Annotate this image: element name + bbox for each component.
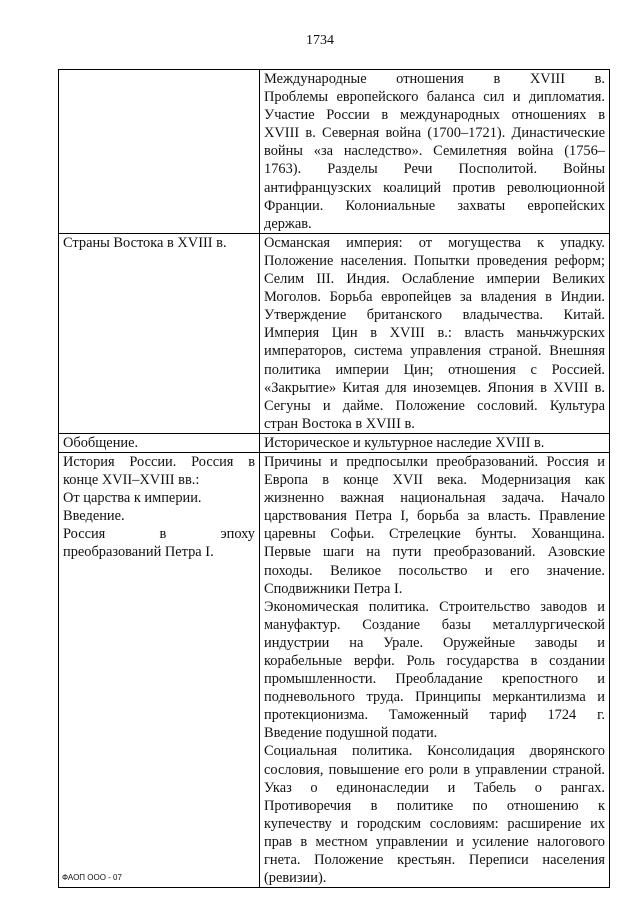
content-line: Указ о единонаследии и Табель о рангах.: [264, 779, 605, 796]
content-line: Причины и предпосылки преобразований. Россия и: [264, 453, 605, 470]
content-line: Международные отношения в XVIII в.: [264, 71, 605, 87]
content-line: Моголов. Борьба европейцев за владения в Индии.: [264, 289, 605, 306]
content-line: 1763). Разделы Речи Посполитой. Войны: [264, 161, 605, 178]
content-line: Историческое и культурное наследие XVIII в.: [264, 434, 545, 451]
content-line: корабельные верфи. Роль государства в создании: [264, 653, 605, 669]
content-line: стран Востока в XVIII в.: [264, 415, 415, 432]
table-row: [59, 433, 610, 452]
content-cell: [260, 70, 610, 234]
footer-code: ФАОП ООО - 07: [62, 873, 122, 882]
content-line: Проблемы европейского баланса сил и дипломатия.: [264, 89, 605, 106]
content-line: Противоречия в политике по отношению к: [264, 797, 605, 814]
topic-line: Страны Востока в XVIII в.: [63, 234, 227, 251]
content-line: держав.: [264, 215, 312, 232]
topic-line: конце XVII–XVIII вв.:: [63, 472, 200, 489]
content-line: походы. Великое посольство и его значение.: [264, 562, 605, 579]
content-line: царевны Софьи. Стрелецкие бунты. Хованщина.: [264, 526, 605, 543]
content-line: гнета. Положение крестьян. Переписи населения: [264, 852, 605, 869]
topic-line: Введение.: [63, 508, 125, 525]
topic-line: преобразований Петра I.: [63, 544, 214, 561]
content-line: подневольного труда. Принципы меркантилизма и: [264, 689, 605, 706]
content-line: Европа в конце XVII века. Модернизация как: [264, 472, 605, 489]
topic-cell: [59, 433, 260, 452]
table-row: [59, 452, 610, 887]
content-line: индустрии на Урале. Оружейные заводы и: [264, 634, 605, 651]
content-line: Положение населения. Попытки проведения реформ;: [264, 252, 605, 269]
content-line: прав в местном управлении и усиление налогового: [264, 833, 605, 850]
content-line: антифранцузских коалиций против революционной: [264, 179, 605, 196]
curriculum-table: [58, 69, 610, 888]
content-cell: [260, 452, 610, 887]
content-line: Участие России в международных отношениях в: [264, 107, 605, 124]
content-cell: [260, 433, 610, 452]
topic-cell: [59, 233, 260, 433]
content-line: купечеству и городским сословиям: расширение их: [264, 815, 605, 832]
topic-cell: [59, 452, 260, 887]
content-line: сословия, повышение его роли в управлении страной.: [264, 761, 605, 778]
content-line: Утверждение британского владычества. Китай.: [264, 307, 605, 324]
content-line: жизненно важная национальная задача. Начало: [264, 490, 605, 507]
content-line: протекционизма. Таможенный тариф 1724 г.: [264, 707, 605, 724]
topic-cell: [59, 70, 260, 234]
content-line: императоров, система управления страной. Внешняя: [264, 343, 605, 360]
content-line: Первые шаги на пути преобразований. Азовские: [264, 544, 605, 561]
content-line: Введение подушной подати.: [264, 725, 438, 742]
content-line: (ревизии).: [264, 870, 327, 887]
content-line: XVIII в. Северная война (1700–1721). Династические: [264, 125, 605, 142]
content-line: Экономическая политика. Строительство заводов и: [264, 598, 605, 615]
topic-line: Россия в эпоху: [63, 526, 255, 543]
content-line: Сегуны и дайме. Положение сословий. Культура: [264, 397, 605, 414]
content-line: войны «за наследство». Семилетняя война (1756–: [264, 143, 605, 160]
topic-line: От царства к империи.: [63, 490, 202, 507]
content-line: политика империи Цин; отношения с Россией.: [264, 361, 605, 378]
content-cell: [260, 233, 610, 433]
table-row: [59, 70, 610, 234]
content-line: Османская империя: от могущества к упадку.: [264, 234, 605, 251]
content-line: Империя Цин в XVIII в.: власть маньчжурских: [264, 325, 605, 342]
content-line: царствования Петра I, борьба за власть. Правление: [264, 508, 605, 525]
content-line: Сподвижники Петра I.: [264, 580, 403, 597]
content-line: мануфактур. Создание базы металлургической: [264, 616, 605, 633]
topic-line: История России. Россия в: [63, 453, 255, 470]
table-row: [59, 233, 610, 433]
content-line: Социальная политика. Консолидация дворянского: [264, 743, 605, 760]
content-line: промышленности. Преобладание крепостного и: [264, 671, 605, 688]
content-line: Селим III. Индия. Ослабление империи Великих: [264, 271, 605, 288]
content-line: «Закрытие» Китая для иноземцев. Япония в XVIII в.: [264, 379, 605, 396]
topic-line: Обобщение.: [63, 434, 139, 451]
content-line: Франции. Колониальные захваты европейских: [264, 197, 605, 214]
page-number: 1734: [306, 33, 334, 48]
